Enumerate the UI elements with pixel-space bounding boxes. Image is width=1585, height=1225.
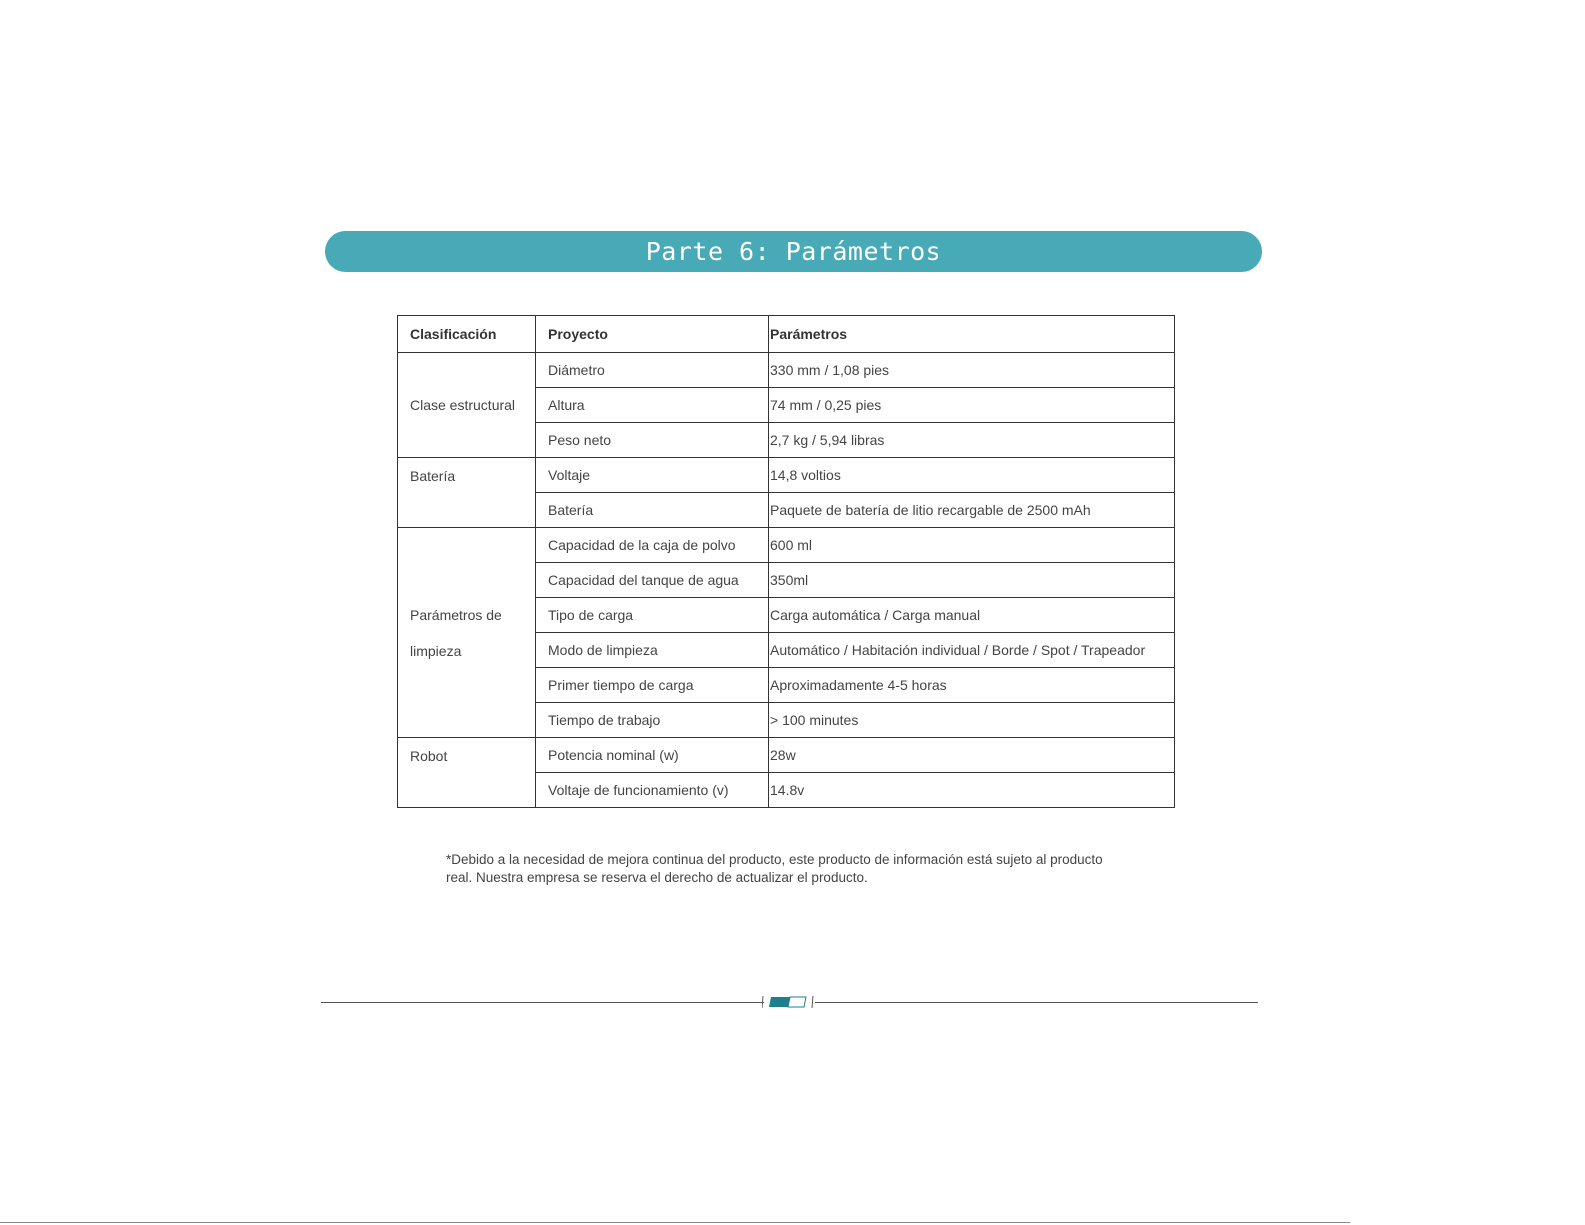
- project-cell: Tiempo de trabajo: [536, 703, 769, 738]
- value-cell: 14,8 voltios: [769, 458, 1175, 493]
- page-marker-icon: [762, 994, 814, 1010]
- table-header-row: [398, 316, 1175, 353]
- value-cell: Aproximadamente 4-5 horas: [769, 668, 1175, 703]
- group-label-structural: Clase estructural: [398, 353, 536, 458]
- value-cell: 600 ml: [769, 528, 1175, 563]
- value-cell: Carga automática / Carga manual: [769, 598, 1175, 633]
- footer-divider-right: [815, 1002, 1258, 1003]
- value-cell: 330 mm / 1,08 pies: [769, 353, 1175, 388]
- parameters-table: [397, 315, 1175, 808]
- section-banner: [325, 231, 1262, 272]
- project-cell: Voltaje de funcionamiento (v): [536, 773, 769, 808]
- group-label-cleaning: Parámetros de limpieza: [398, 528, 536, 738]
- group-label-battery: Batería: [398, 458, 536, 528]
- project-cell: Batería: [536, 493, 769, 528]
- header-parameters: Parámetros: [769, 316, 1175, 353]
- project-cell: Diámetro: [536, 353, 769, 388]
- value-cell: 350ml: [769, 563, 1175, 598]
- project-cell: Peso neto: [536, 423, 769, 458]
- footnote-line-1: *Debido a la necesidad de mejora continua del producto, este producto de información está sujeto al producto: [446, 852, 1103, 867]
- header-classification: Clasificación: [398, 316, 536, 353]
- page-bottom-rule: [0, 1222, 1350, 1223]
- project-cell: Capacidad de la caja de polvo: [536, 528, 769, 563]
- project-cell: Capacidad del tanque de agua: [536, 563, 769, 598]
- project-cell: Voltaje: [536, 458, 769, 493]
- section-title: Parte 6: Parámetros: [645, 237, 942, 266]
- value-cell: 74 mm / 0,25 pies: [769, 388, 1175, 423]
- value-cell: 2,7 kg / 5,94 libras: [769, 423, 1175, 458]
- project-cell: Potencia nominal (w): [536, 738, 769, 773]
- disclaimer-footnote: [446, 851, 1146, 887]
- table-row: [398, 353, 1175, 388]
- table-row: [398, 528, 1175, 563]
- value-cell: 28w: [769, 738, 1175, 773]
- value-cell: Automático / Habitación individual / Borde / Spot / Trapeador: [769, 633, 1175, 668]
- group-label-robot: Robot: [398, 738, 536, 808]
- value-cell: Paquete de batería de litio recargable de 2500 mAh: [769, 493, 1175, 528]
- value-cell: 14.8v: [769, 773, 1175, 808]
- table-row: [398, 738, 1175, 773]
- footnote-line-2: real. Nuestra empresa se reserva el derecho de actualizar el producto.: [446, 870, 868, 885]
- project-cell: Altura: [536, 388, 769, 423]
- value-cell: > 100 minutes: [769, 703, 1175, 738]
- project-cell: Modo de limpieza: [536, 633, 769, 668]
- header-project: Proyecto: [536, 316, 769, 353]
- table-row: [398, 458, 1175, 493]
- project-cell: Tipo de carga: [536, 598, 769, 633]
- footer-divider-left: [321, 1002, 764, 1003]
- project-cell: Primer tiempo de carga: [536, 668, 769, 703]
